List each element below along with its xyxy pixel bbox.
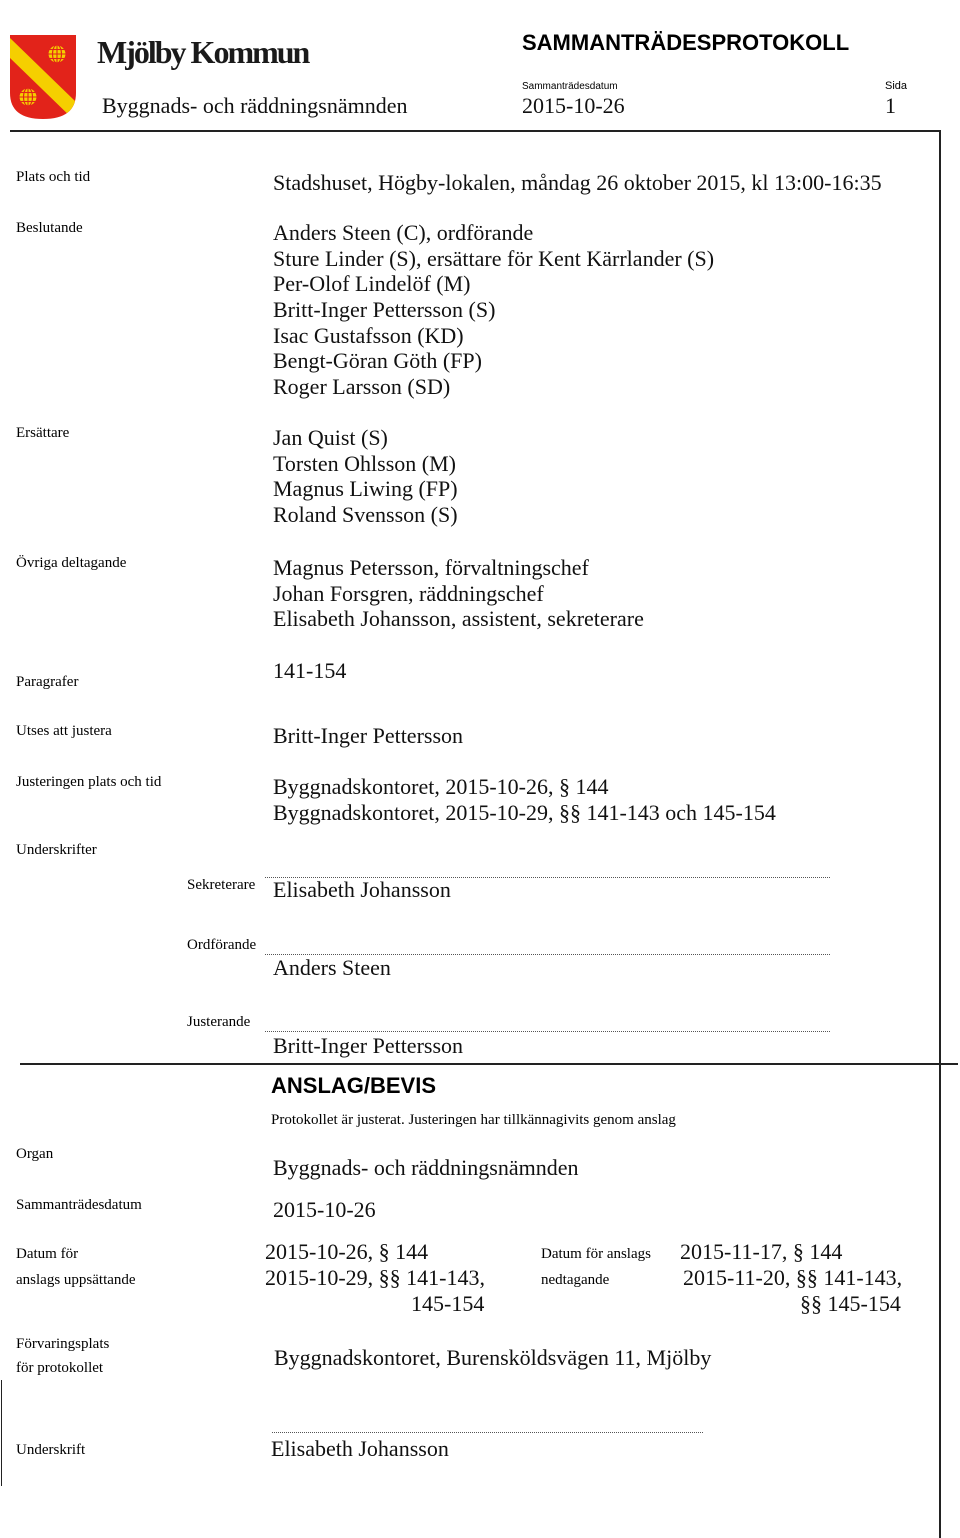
signature-line [265, 1031, 830, 1032]
paragraphs-label: Paragrafer [16, 674, 79, 690]
member-name: Torsten Ohlsson (M) [273, 450, 457, 476]
adjuster-label: Utses att justera [16, 723, 112, 739]
member-name: Anders Steen (C), ordförande [273, 220, 534, 245]
notice-title: ANSLAG/BEVIS [271, 1073, 437, 1098]
section-divider [20, 1063, 958, 1065]
participant-name: Elisabeth Johansson, assistent, sekreterare [273, 606, 644, 632]
removed-date: 2015-11-20, §§ 141-143, [683, 1265, 903, 1290]
substitutes-list [273, 425, 458, 528]
signatures-label: Underskrifter [16, 842, 97, 858]
signature-line [272, 1432, 703, 1433]
organ-label: Organ [16, 1146, 54, 1162]
signature-name: Elisabeth Johansson [273, 877, 451, 902]
adjustment-label: Justeringen plats och tid [16, 774, 162, 790]
member-name: Britt-Inger Pettersson (S) [273, 297, 496, 323]
notice-signature-label: Underskrift [16, 1442, 86, 1458]
header-committee: Byggnads- och räddningsnämnden [102, 93, 408, 118]
meeting-date-value: 2015-10-26 [273, 1197, 376, 1222]
removed-date: 2015-11-17, § 144 [680, 1239, 843, 1264]
globe-icon [48, 45, 66, 63]
posted-date: 145-154 [411, 1291, 485, 1316]
adjustment-lines [273, 774, 776, 825]
header-page-number: 1 [885, 93, 896, 118]
right-margin-rule [939, 130, 941, 1538]
signature-name: Britt-Inger Pettersson [273, 1033, 464, 1058]
removed-label: Datum för anslags [541, 1246, 651, 1262]
removed-date: §§ 145-154 [800, 1291, 901, 1316]
organ-value: Byggnads- och räddningsnämnden [273, 1155, 579, 1180]
left-margin-rule [1, 1380, 2, 1486]
coat-of-arms-logo [10, 35, 76, 119]
removed-label: nedtagande [541, 1272, 610, 1288]
signature-role: Sekreterare [187, 877, 256, 893]
meeting-date-label: Sammanträdesdatum [16, 1197, 142, 1213]
adjustment-line: Byggnadskontoret, 2015-10-26, § 144 [273, 774, 609, 799]
signature-role: Ordförande [187, 937, 257, 953]
participant-name: Johan Forsgren, räddningschef [273, 580, 544, 606]
notice-signature-name: Elisabeth Johansson [271, 1436, 449, 1461]
member-name: Magnus Liwing (FP) [273, 476, 458, 502]
member-name: Roger Larsson (SD) [273, 374, 451, 400]
member-name: Bengt-Göran Göth (FP) [273, 348, 482, 374]
place-time-value: Stadshuset, Högby-lokalen, måndag 26 oktober 2015, kl 13:00-16:35 [273, 170, 882, 195]
signature-name: Anders Steen [273, 955, 391, 980]
header-rule [10, 130, 940, 132]
deciding-label: Beslutande [16, 220, 83, 236]
storage-label: Förvaringsplats [16, 1336, 110, 1352]
member-name: Jan Quist (S) [273, 425, 388, 450]
member-name: Sture Linder (S), ersättare för Kent Kärrlander (S) [273, 245, 715, 271]
signature-role: Justerande [187, 1014, 251, 1030]
globe-icon [19, 88, 37, 106]
adjuster-value: Britt-Inger Pettersson [273, 723, 464, 748]
deciding-list [273, 220, 714, 400]
posted-date: 2015-10-29, §§ 141-143, [265, 1265, 485, 1290]
posted-date: 2015-10-26, § 144 [265, 1239, 429, 1264]
document-type-title: SAMMANTRÄDESPROTOKOLL [522, 30, 850, 55]
others-label: Övriga deltagande [16, 555, 127, 571]
adjustment-line: Byggnadskontoret, 2015-10-29, §§ 141-143 och 145-154 [273, 799, 776, 825]
header-page-label: Sida [885, 80, 908, 92]
participant-name: Magnus Petersson, förvaltningschef [273, 555, 589, 580]
others-list [273, 555, 644, 632]
org-name: Mjölby Kommun [97, 34, 309, 70]
place-time-label: Plats och tid [16, 169, 91, 185]
substitutes-label: Ersättare [16, 425, 70, 441]
storage-value: Byggnadskontoret, Burensköldsvägen 11, Mjölby [274, 1345, 712, 1370]
posted-label: Datum för [16, 1246, 79, 1262]
header-date-label: Sammanträdesdatum [522, 81, 618, 92]
paragraphs-value: 141-154 [273, 658, 347, 683]
storage-label: för protokollet [16, 1360, 104, 1376]
posted-label: anslags uppsättande [16, 1272, 136, 1288]
member-name: Per-Olof Lindelöf (M) [273, 271, 471, 297]
member-name: Roland Svensson (S) [273, 502, 458, 528]
notice-statement: Protokollet är justerat. Justeringen har tillkännagivits genom anslag [271, 1112, 676, 1128]
header-date: 2015-10-26 [522, 93, 625, 118]
member-name: Isac Gustafsson (KD) [273, 322, 464, 348]
